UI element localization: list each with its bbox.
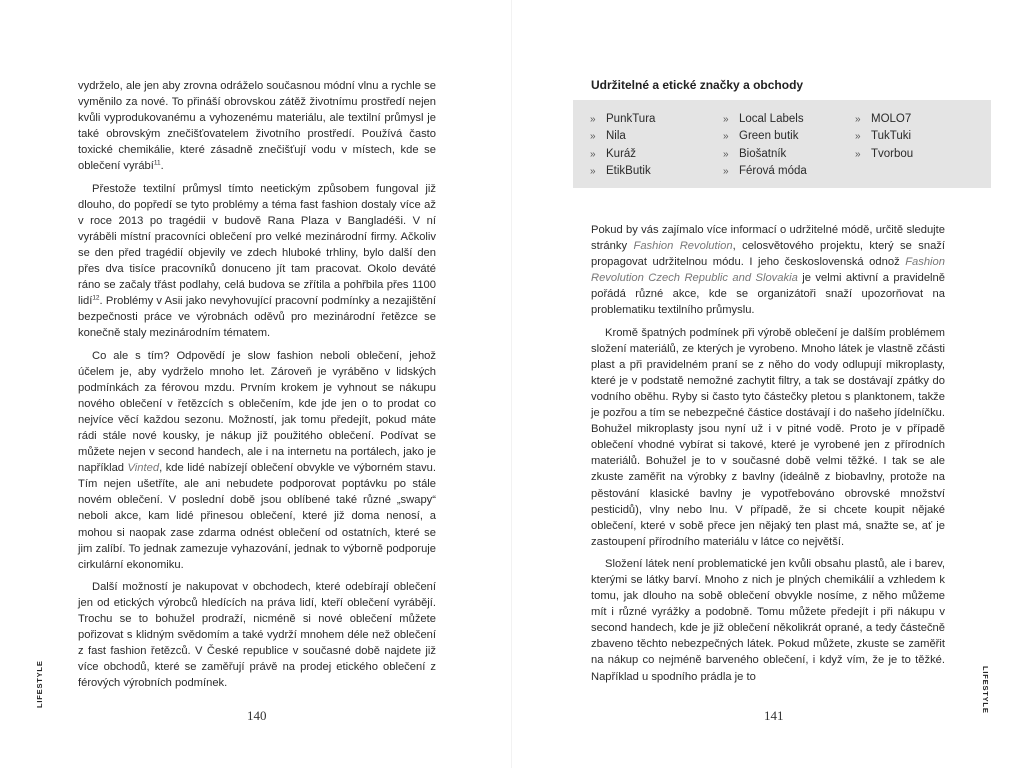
footnote-ref: 12 bbox=[92, 294, 100, 302]
brand-item: » Férová móda bbox=[723, 163, 807, 180]
paragraph: vydrželo, ale jen aby zrovna odráželo současnou módní vlnu a rychle se vyměnilo za nové. To přináší obrovskou zátěž životnímu prostředí nejen kvůli vyprodukovanému a vyhozenému materiálu, ale textilní průmysl je také obrovským znečišťovatelem životního prostředí. Používá často toxické chemikálie, které zásadně znečišťují vodu v místech, kde se oblečení vyrábí$^{11}$. bbox=[78, 80, 436, 173]
bullet-icon: » bbox=[590, 166, 596, 178]
brand-item: » Local Labels bbox=[723, 111, 807, 128]
bullet-icon: » bbox=[590, 148, 596, 160]
vinted-link: Vinted bbox=[127, 462, 160, 475]
brand-item: » EtikButik bbox=[590, 163, 655, 180]
brand-item: » Green butik bbox=[723, 128, 807, 145]
brand-item: » MOLO7 bbox=[855, 111, 913, 128]
fashion-revolution-link: Fashion Revolution bbox=[633, 240, 733, 253]
brand-item: » Tvorbou bbox=[855, 146, 913, 163]
brand-item: » Nila bbox=[590, 128, 655, 145]
bullet-icon: » bbox=[723, 114, 729, 125]
brand-column bbox=[855, 111, 913, 163]
bullet-icon: » bbox=[723, 166, 729, 178]
paragraph: Kromě špatných podmínek při výrobě oblečení je dalším problémem složení materiálů, ze kterých je vyrobeno. Mnoho látek je vlastně zčásti plast a při pravidelném praní se z něho do vody odlupují mikroplasty, které je v podstatě nemožné zachytit filtry, a tak se dostávají zpátky do vodního oběhu. Ryby si často tyto částečky pletou s planktonem, takže je pozřou a tím se nebezpečné částice dostávají i do našeho jídelníčku. Bohužel mikroplasty jsou nyní už i v pitné vodě. Proto je v případě oblečení vhodné vybírat si takové, které je vyrobené jen z přírodních materiálů. Bohužel je to v současné době velmi těžké. I tak se ale zkuste zaměřit na výrobky z bavlny (ideálně z biobavlny, protože na pěstování klasické bavlny je vypotřebováno obrovské množství pesticidů), vlny nebo lnu. V případě, že si chcete koupit nějaké oblečení, které v sobě přece jen nějaký ten plast má, snažte se, ať je zastoupení přírodního materiálu v látce co největší. bbox=[591, 326, 945, 548]
paragraph: Co ale s tím? Odpovědí je slow fashion neboli oblečení, jehož účelem je, aby vydrželo mnoho let. Zároveň je vyráběno v lidských podmínkách za férovou mzdu. Prvním krokem je vyhnout se nákupu nového oblečení v řetězcích s oblečením, kde jde jen o to prodat co nejvíce věcí každou sezonu. Možností, jak tomu předejít, pokud máte rádi stále nové kousky, je nákup již použitého oblečení. Podívat se můžete nejen v second handech, ale i na internetu na portálech, jako je například Vinted, kde lidé nabízejí oblečení obvykle ve výborném stavu. Tím nejen ušetříte, ale ani nebudete podporovat poptávku po stále novém oblečení. V poslední době jsou oblíbené také různé „swapy“ neboli akce, kam lidé přinesou oblečení, které již doma nenosí, a mohou si naopak zase zdarma odnést oblečení od ostatních, které se jim zalíbí. To jednak zamezuje vyhazování, jednak to výborně podporuje cirkulární ekonomiku. bbox=[78, 349, 436, 571]
brand-item: » Biošatník bbox=[723, 146, 807, 163]
bullet-icon: » bbox=[723, 131, 729, 143]
page-number: 141 bbox=[764, 708, 784, 723]
section-side-label: LIFESTYLE bbox=[35, 660, 44, 708]
bullet-icon: » bbox=[855, 131, 861, 143]
page-number: 140 bbox=[247, 708, 267, 723]
paragraph: Složení látek není problematické jen kvůli obsahu plastů, ale i barev, kterými se látky barví. Mnoho z nich je plných chemikálií a vzhledem k tomu, jak dlouho na sobě oblečení obvykle nosíme, z něho můžeme mít i různé vyrážky a podobně. Tomu můžete předejít i při nákupu v second handech, kde je již oblečení několikrát oprané, a tedy částečně zbaveno těchto nebezpečných látek. Pokud můžete, zkuste se zaměřit na nákup co nejméně barveného oblečení, i když vím, že je to těžké. Například u spodního prádla je to bbox=[591, 557, 945, 683]
fashion-revolution-czsk-link: Fashion Revolution Czech Republic and Slovakia bbox=[591, 256, 945, 285]
bullet-icon: » bbox=[855, 148, 861, 160]
brand-item: » Kuráž bbox=[590, 146, 655, 163]
bullet-icon: » bbox=[590, 131, 596, 143]
brands-box bbox=[573, 100, 991, 188]
right-body-text bbox=[591, 222, 945, 691]
paragraph: Pokud by vás zajímalo více informací o udržitelné módě, určitě sledujte stránky Fashion Revolution, celosvětového projektu, který se snaží propagovat udržitelnou módu. I jeho československá odnož Fashion Revolution Czech Republic and Slovakia je velmi aktivní a pravidelně pořádá různé akce, kde se organizátoři snaží upozorňovat na problematiku textilního průmyslu. bbox=[591, 224, 945, 317]
paragraph: Další možností je nakupovat v obchodech, které odebírají oblečení jen od etických výrobců hledících na práva lidí, kteří oblečení vyrábějí. Trochu se to bohužel prodraží, nicméně si nové oblečení můžete pořizovat s klidným svědomím a také vydrží mnohem déle než oblečení z fast fashion řetězců. V České republice v současné době najdete již více obchodů, které se zaměřují právě na prodej etického oblečení z férových výrobních podmínek. bbox=[78, 580, 436, 690]
footnote-ref: 11 bbox=[153, 159, 161, 167]
brand-item: » TukTuki bbox=[855, 128, 913, 145]
brand-column bbox=[590, 111, 655, 181]
bullet-icon: » bbox=[855, 114, 861, 125]
left-body-text bbox=[78, 78, 436, 697]
brand-item: » PunkTura bbox=[590, 111, 655, 128]
paragraph: Přestože textilní průmysl tímto neetickým způsobem fungoval již dlouho, do popředí se tyto problémy a téma fast fashion dostaly více až v roce 2013 po tragédii v budově Rana Plaza v Bangladéši. V ní vyráběli místní pracovníci oblečení pro velké mezinárodní firmy. Ačkoliv se den před tragédií objevily ve zdech hluboké trhliny, bylo další den přes dva tisíce pracovníků donuceno jít tam pracovat. Okolo deváté ráno se začaly třást podlahy, celá budova se zřítila a pohřbila přes 1100 lidí$^{12}$. Problémy v Asii jako nevyhovující pracovní podmínky a nezajištění bezpečnosti práce ve výrobnách oděvů pro mezinárodní řetězce se konečně staly mezinárodním tématem. bbox=[78, 182, 436, 340]
right-page bbox=[512, 0, 1024, 768]
bullet-icon: » bbox=[723, 148, 729, 160]
bullet-icon: » bbox=[590, 114, 596, 125]
brand-column bbox=[723, 111, 807, 181]
section-side-label: LIFESTYLE bbox=[981, 666, 990, 714]
brands-box-title: Udržitelné a etické značky a obchody bbox=[591, 78, 804, 92]
